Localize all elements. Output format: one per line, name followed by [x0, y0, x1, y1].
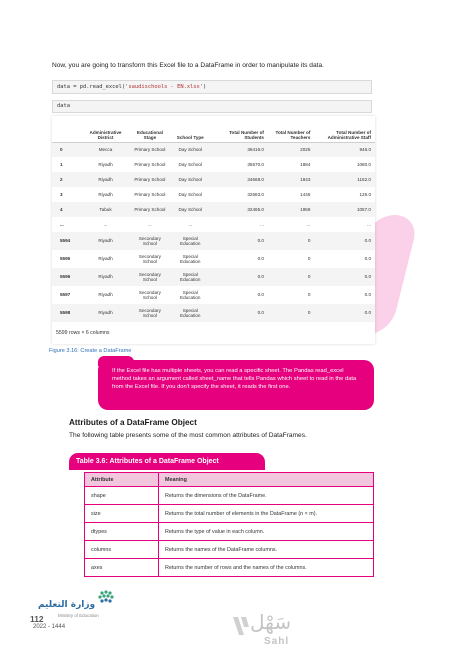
row-index: ... — [60, 222, 64, 227]
code-string: 'saudischools - EN.xlsx' — [125, 84, 204, 90]
table-cell: Day School — [171, 142, 209, 157]
header-district: Administrative District — [82, 120, 128, 142]
brand-english: Sahl — [264, 636, 290, 647]
code-prefix: data = pd.read_excel( — [57, 84, 126, 90]
brand-arabic: سَهْل — [250, 610, 292, 634]
table-cell: 0 — [307, 292, 311, 298]
table-cell: Riyadh — [82, 304, 128, 322]
table-cell: Day School — [178, 162, 203, 167]
table-cell: 1057.0 — [314, 202, 375, 217]
table-cell: Day School — [171, 202, 209, 217]
table-cell: Secondary School — [129, 268, 171, 286]
table-cell: ... — [367, 222, 371, 227]
table-cell: 36416.0 — [209, 142, 268, 157]
table-cell: 2025 — [268, 142, 314, 157]
table-row — [52, 217, 375, 232]
year-label: 2022 - 1444 — [33, 624, 66, 630]
attribute-meaning: Returns the dimensions of the DataFrame. — [159, 487, 374, 505]
dataframe-shape: 5599 rows × 6 columns — [56, 330, 110, 336]
table-row — [52, 142, 375, 157]
table-cell: ... — [188, 222, 193, 227]
note-box: If the Excel file has multiple sheets, you can read a specific sheet. The Pandas read_excel method takes an argument called sheet_name that tells Pandas which sheet to read in the data from the Excel file. If you don't specify the sheet, it reads the first one. — [98, 360, 374, 410]
table-cell: 0.0 — [364, 292, 371, 298]
table-row — [52, 304, 375, 322]
table-cell: 0.0 — [314, 304, 375, 322]
table-row — [52, 232, 375, 250]
header-staff: Total Number of Administrative Staff — [314, 120, 375, 142]
table-cell: 0.0 — [257, 256, 264, 262]
table-cell: 0.0 — [314, 232, 375, 250]
table-cell: Secondary School — [129, 232, 171, 250]
attribute-meaning: Returns the number of rows and the names of the columns. — [159, 559, 374, 577]
ministry-name-english: Ministry of Education — [58, 613, 99, 618]
row-index: 5595 — [60, 256, 71, 262]
table-cell: ... — [147, 222, 152, 227]
row-index: 5596 — [52, 268, 82, 286]
table-cell: 0.0 — [314, 268, 375, 286]
table-cell: Primary School — [134, 162, 166, 167]
table-cell: 946.0 — [314, 142, 375, 157]
dataframe-header-row — [52, 120, 375, 142]
attributes-header-row — [85, 473, 374, 487]
attributes-body — [85, 487, 374, 577]
table-cell: 35570.0 — [247, 162, 264, 167]
table-cell: 0.0 — [257, 292, 264, 298]
table-cell: 0.0 — [209, 232, 268, 250]
table-row — [85, 541, 374, 559]
table-row — [52, 172, 375, 187]
header-stage: Educational Stage — [129, 120, 171, 142]
table-cell: 1884 — [300, 162, 311, 167]
table-cell: Special Education — [171, 304, 209, 322]
table-cell: 1152.0 — [314, 172, 375, 187]
table-cell: Secondary School — [138, 253, 161, 264]
table-row — [85, 505, 374, 523]
attribute-meaning: Returns the names of the DataFrame columns. — [159, 541, 374, 559]
row-index: 4 — [52, 202, 82, 217]
attribute-name: columns — [85, 541, 159, 559]
page-number: 112 — [30, 614, 44, 624]
table-cell: Special Education — [180, 253, 201, 264]
attributes-table — [84, 472, 374, 577]
table-cell: 32683.0 — [247, 192, 264, 197]
table-cell: Mecca — [82, 142, 128, 157]
table-cell: Day School — [178, 192, 203, 197]
table-cell: 0 — [307, 256, 311, 262]
row-index: 3 — [60, 192, 63, 197]
table-cell: 0.0 — [209, 268, 268, 286]
row-index: 0 — [52, 142, 82, 157]
table-row — [52, 157, 375, 172]
table-cell: ... — [103, 222, 108, 227]
dataframe-table — [52, 120, 375, 322]
figure-caption: Figure 3.16: Create a DataFrame — [49, 348, 132, 354]
table-cell: 1843 — [268, 172, 314, 187]
table-cell: 1959 — [268, 202, 314, 217]
table-cell: 0.0 — [209, 304, 268, 322]
table-row — [52, 202, 375, 217]
table-cell: 0 — [268, 232, 314, 250]
header-type: School Type — [171, 120, 209, 142]
attribute-meaning: Returns the total number of elements in the DataFrame (n × m). — [159, 505, 374, 523]
table-cell: Riyadh — [98, 256, 113, 262]
table-row — [85, 487, 374, 505]
attribute-name: dtypes — [85, 523, 159, 541]
table-cell: 1445 — [300, 192, 311, 197]
table-cell: Riyadh — [98, 162, 113, 167]
table-row — [52, 268, 375, 286]
table-cell: 1080.0 — [356, 162, 371, 167]
table-cell: Special Education — [180, 289, 201, 300]
table-row — [52, 187, 375, 202]
table-cell: Primary School — [134, 192, 166, 197]
attributes-header-attribute: Attribute — [85, 473, 159, 487]
row-index: 5597 — [60, 292, 71, 298]
row-index: 2 — [52, 172, 82, 187]
table-cell: 0 — [268, 268, 314, 286]
table-row — [52, 286, 375, 304]
sahl-logo-icon — [230, 615, 250, 637]
section-text: The following table presents some of the most common attributes of DataFrames. — [69, 432, 307, 439]
attribute-name: axes — [85, 559, 159, 577]
table-cell: 0.0 — [364, 256, 371, 262]
attribute-name: shape — [85, 487, 159, 505]
attribute-meaning: Returns the type of value in each column. — [159, 523, 374, 541]
dataframe-body — [52, 142, 375, 322]
ministry-name-arabic: وزارة التعليم — [38, 600, 96, 610]
table-cell: Riyadh — [82, 268, 128, 286]
table-cell: Primary School — [129, 142, 171, 157]
header-teachers: Total Number of Teachers — [268, 120, 314, 142]
table-row — [85, 523, 374, 541]
table-cell: Tabuk — [82, 202, 128, 217]
table-cell: Secondary School — [129, 304, 171, 322]
table-cell: ... — [260, 222, 264, 227]
code-cell-data: data — [52, 100, 372, 113]
table-cell: Riyadh — [82, 232, 128, 250]
table-cell: Primary School — [129, 172, 171, 187]
table-row — [85, 559, 374, 577]
row-index: 1 — [60, 162, 63, 167]
table-cell: 32465.0 — [209, 202, 268, 217]
code-suffix: ) — [203, 84, 207, 90]
intro-text: Now, you are going to transform this Excel file to a DataFrame in order to manipulate its data. — [52, 62, 324, 69]
table-cell: ... — [306, 222, 311, 227]
attribute-name: size — [85, 505, 159, 523]
table-cell: Primary School — [129, 202, 171, 217]
table-cell: 126.0 — [359, 192, 371, 197]
attributes-header-meaning: Meaning — [159, 473, 374, 487]
header-students: Total Number of Students — [209, 120, 268, 142]
section-title: Attributes of a DataFrame Object — [69, 418, 197, 427]
table-cell: Secondary School — [138, 289, 161, 300]
table-cell: 34668.0 — [209, 172, 268, 187]
table-cell: Riyadh — [98, 192, 113, 197]
table-cell: Day School — [171, 172, 209, 187]
table-row — [52, 250, 375, 268]
table-cell: Riyadh — [82, 172, 128, 187]
table-title: Table 3.6: Attributes of a DataFrame Object — [69, 453, 265, 470]
row-index: 5598 — [52, 304, 82, 322]
table-cell: Special Education — [171, 268, 209, 286]
table-cell: Special Education — [171, 232, 209, 250]
row-index: 5594 — [52, 232, 82, 250]
table-cell: Riyadh — [98, 292, 113, 298]
code-cell-read-excel — [52, 80, 372, 94]
header-index — [52, 120, 82, 142]
dataframe-output — [52, 116, 375, 344]
table-cell: 0 — [268, 304, 314, 322]
